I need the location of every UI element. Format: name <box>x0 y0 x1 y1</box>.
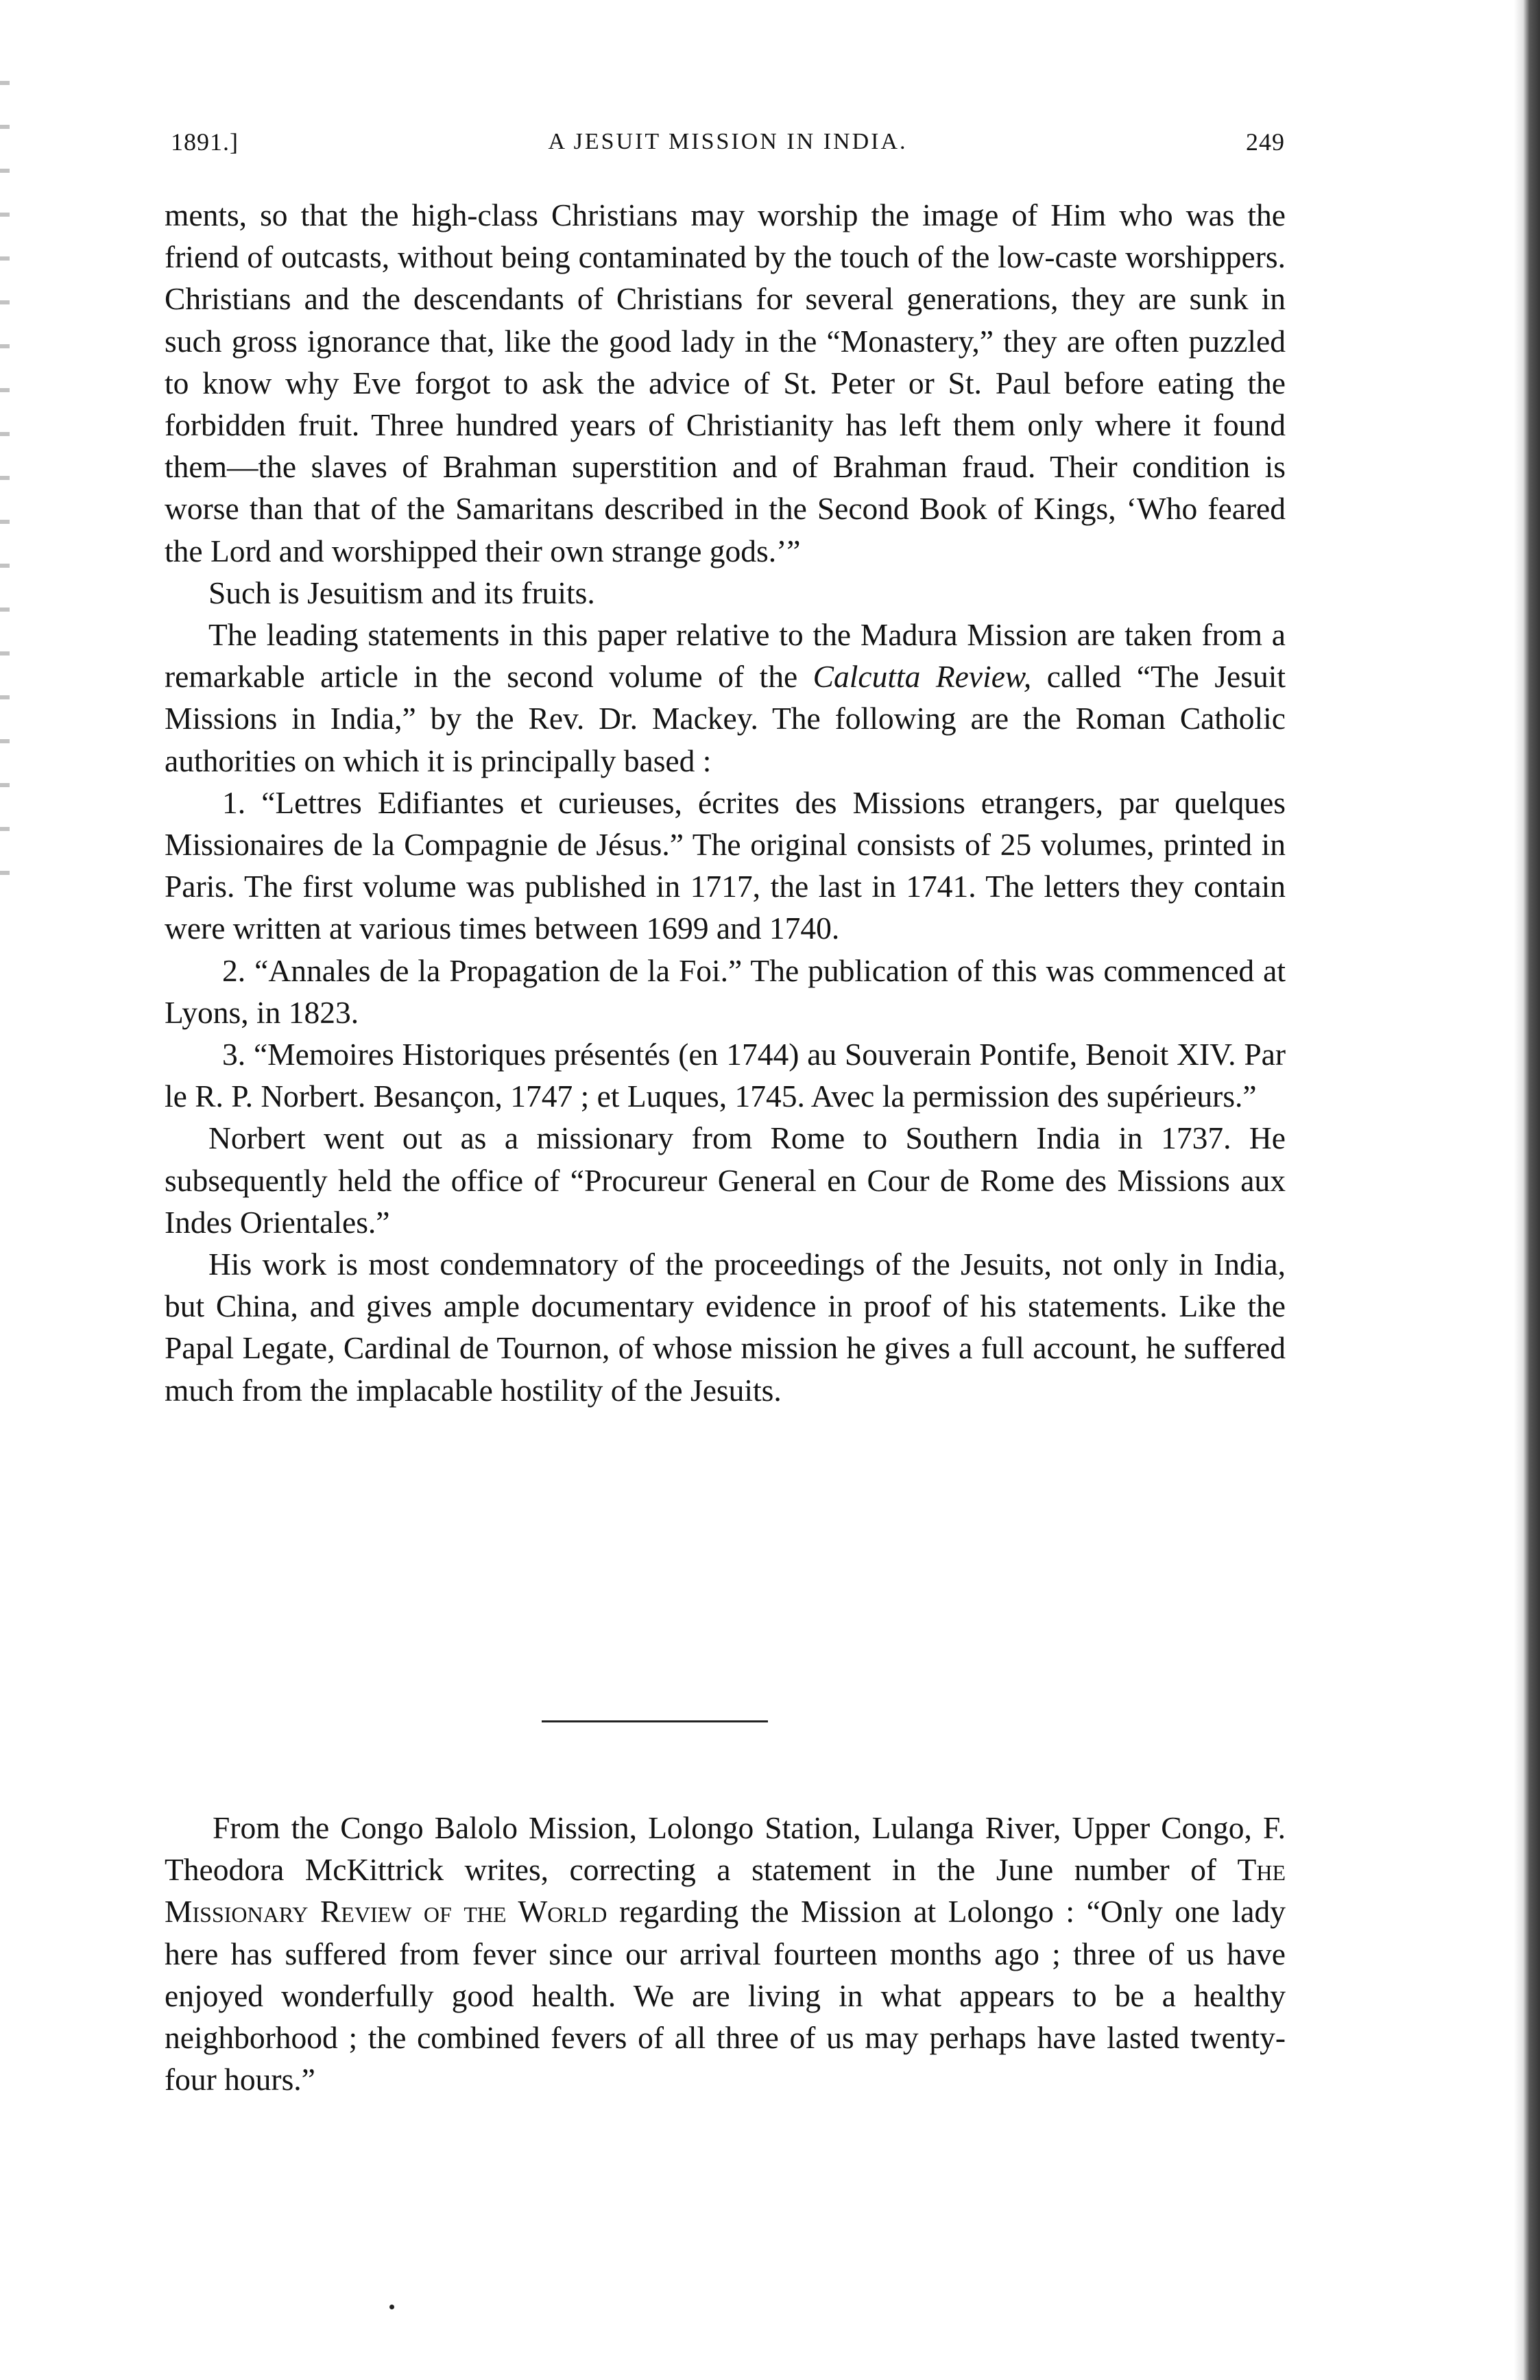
scan-left-edge-marks <box>0 41 10 905</box>
sources-text-end: called “The Jesuit Missions in India,” by the Rev. Dr. Mackey. The following are the Roman Catholic authorities on which it is principally based : <box>165 659 1286 778</box>
paragraph-jesuitism: Such is Jesuitism and its fruits. <box>208 575 595 610</box>
scan-binding-edge <box>1514 0 1540 2380</box>
header-year: 1891.] <box>171 128 239 156</box>
paragraph-norbert: Norbert went out as a missionary from Rome to Southern India in 1737. He subsequently held the office of “Procureur General en Cour de Rome des Missions aux Indes Orientales.” <box>165 1120 1286 1240</box>
sources-text-start: The leading statements in this paper relative to the Madura Mission are taken from a remarkable article in the second volume of the <box>165 617 1286 695</box>
review-title-smallcaps: The Missionary Review of the World <box>165 1852 1286 1930</box>
running-header <box>171 128 1285 169</box>
calcutta-review-title: Calcutta Review, <box>813 659 1032 695</box>
header-title: A JESUIT MISSION IN INDIA. <box>548 129 908 154</box>
list-item-1: 1. “Lettres Edifiantes et curieuses, écrites des Missions etrangers, par quelques Missionaires de la Compagnie de Jésus.” The original consists of 25 volumes, printed in Paris. The first volume was published in 1717, the last in 1741. The letters they contain were written at various times between 1699 and 1740. <box>165 784 1286 946</box>
paragraph-continuation: ments, so that the high-class Christians may worship the image of Him who was the friend of outcasts, without being contaminated by the touch of the low-caste worshippers. Christians and the descendants of Christians for several generations, they are sunk in such gross ignorance that, like the good lady in the “Monastery,” they are often puzzled to know why Eve forgot to ask the advice of St. Peter or St. Paul before eating the forbidden fruit. Three hundred years of Christianity has left them only where it found them—the slaves of Brahman superstition and of Brahman fraud. Their condition is worse than that of the Samaritans described in the Second Book of Kings, ‘Who feared the Lord and worshipped their own strange gods.’” <box>165 197 1286 568</box>
article-body <box>165 194 1286 1411</box>
list-item-3: 3. “Memoires Historiques présentés (en 1744) au Souverain Pontife, Benoit XIV. Par le R. P. Norbert. Besançon, 1747 ; et Luques, 1745. Avec la permission des supérieurs.” <box>165 1037 1286 1114</box>
section-divider <box>542 1720 768 1722</box>
congo-note <box>165 1807 1286 2100</box>
stray-ink-mark <box>389 2305 394 2309</box>
congo-text-start: From the Congo Balolo Mission, Lolongo Station, Lulanga River, Upper Congo, F. Theodora McKittrick writes, correcting a statement in the June number of <box>165 1810 1286 1888</box>
congo-text-end: regarding the Mission at Lolongo : “Only one lady here has suffered from fever since our arrival fourteen months ago ; three of us have enjoyed wonderfully good health. We are living in what appears to be a healthy neighborhood ; the combined fevers of all three of us may perhaps have lasted twenty-four hours.” <box>165 1894 1286 2097</box>
list-item-2: 2. “Annales de la Propagation de la Foi.” The publication of this was commenced at Lyons, in 1823. <box>165 952 1286 1030</box>
paragraph-his-work: His work is most condemnatory of the proceedings of the Jesuits, not only in India, but China, and gives ample documentary evidence in proof of his statements. Like the Papal Legate, Cardinal de Tournon, of whose mission he gives a full account, he suffered much from the implacable hostility of the Jesuits. <box>165 1247 1286 1408</box>
paragraph-congo <box>165 1807 1286 2100</box>
paragraph-sources <box>165 614 1286 782</box>
page-number: 249 <box>1246 128 1285 156</box>
